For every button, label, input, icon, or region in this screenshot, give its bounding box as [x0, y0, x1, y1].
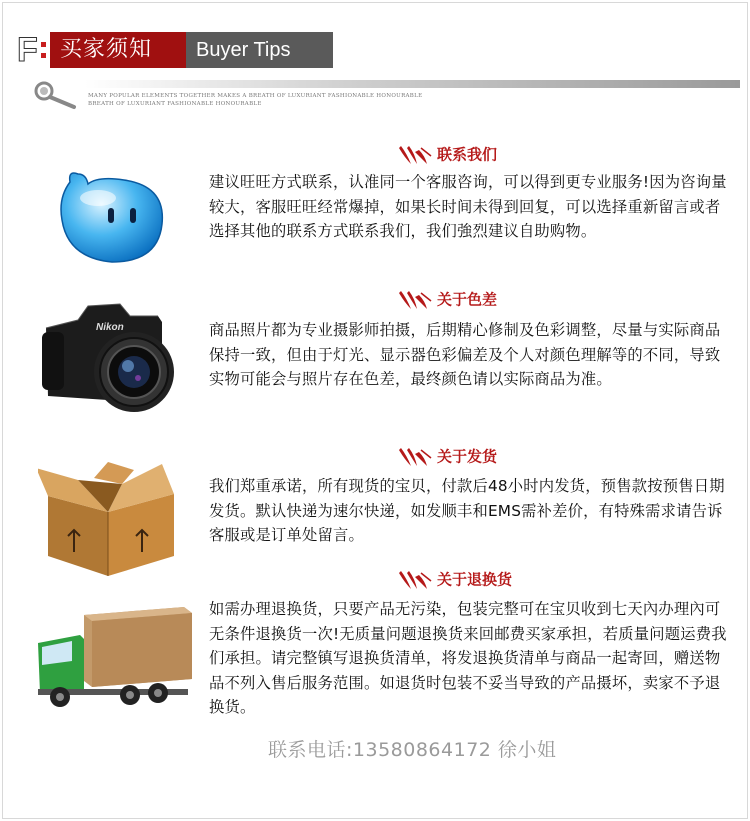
tagline-line-1: MANY POPULAR ELEMENTS TOGETHER MAKES A BREATH OF LUXURIANT FASHIONABLE HONOURABLE	[88, 93, 423, 99]
buyer-tips-header	[17, 32, 333, 68]
section-title-text: 关于发货	[437, 447, 498, 466]
header-divider	[85, 80, 740, 88]
section-body-returns: 如需办理退换货，只要产品无污染，包装完整可在宝贝收到七天內办理內可无条件退換货一次!无质量问题退換货来回邮费买家承担，若质量问题运费我们承担。请完整镇写退换货清单，将发退换货清单与商品一起寄回，赠送物品不列入售后服务范围。如退货时包装不妥当导致的产品摄坏，卖家不予退换货。	[209, 600, 727, 717]
section-title-contact	[397, 142, 497, 166]
header-letter: F	[17, 32, 45, 68]
section-title-text: 关于退换货	[437, 570, 513, 589]
section-body-shipping: 我们郑重承诺，所有现货的宝贝，付款后48小时内发货，预售款按预售日期发货。默认快递为速尔快递，如发顺丰和EMS需补差价，有特殊需求请告诉客服或是订单处留言。	[209, 477, 725, 545]
camera-icon	[38, 298, 183, 417]
box-icon	[38, 460, 183, 584]
truck-icon	[34, 605, 199, 714]
header-title-cn: 买家须知	[50, 32, 186, 68]
section-title-text: 联系我们	[437, 145, 498, 164]
section-body-contact: 建议旺旺方式联系，认准同一个客服咨询，可以得到更专业服务!因为咨询量较大，客服旺旺经常爆掉，如果长时间未得到回复，可以选择重新留言或者选择其他的联系方式联系我们，我们強烈建议自助购物。	[209, 173, 727, 241]
section-title-color	[397, 287, 497, 311]
magnifier-icon	[30, 80, 80, 110]
header-colon	[41, 42, 49, 60]
title-decoration-icon	[397, 144, 433, 166]
tagline-line-2: BREATH OF LUXURIANT FASHIONABLE HONOURABLE	[88, 101, 262, 107]
title-decoration-icon	[397, 289, 433, 311]
header-title-en: Buyer Tips	[186, 32, 333, 68]
contact-phone: 联系电话:13580864172 徐小姐	[268, 739, 557, 761]
tagline	[88, 92, 422, 108]
section-body-color: 商品照片都为专业摄影师拍摄，后期精心修制及色彩调整，尽量与实际商品保持一致，但由于灯光、显示器色彩偏差及个人对颜色理解等的不同，导致实物可能会与照片存在色差，最终颜色请以实际商品为准。	[209, 321, 721, 389]
title-decoration-icon	[397, 569, 433, 591]
title-decoration-icon	[397, 446, 433, 468]
section-title-shipping	[397, 444, 497, 468]
wangwang-mascot-icon	[58, 168, 168, 272]
camera-brand: Nikon	[96, 322, 124, 333]
section-title-text: 关于色差	[437, 290, 498, 309]
section-title-returns	[397, 567, 512, 591]
